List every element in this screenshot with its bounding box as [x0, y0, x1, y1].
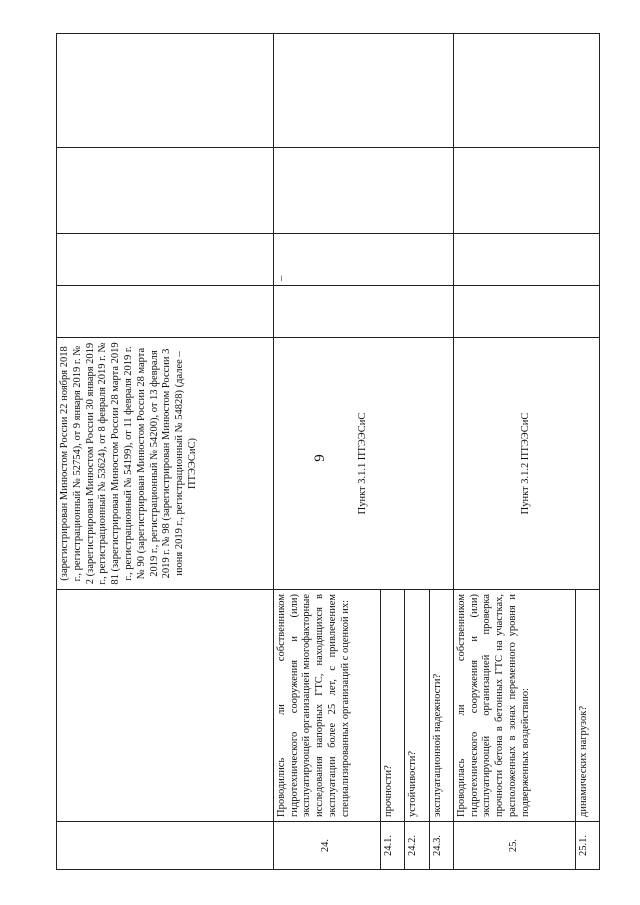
answer-no-cell: [57, 234, 274, 286]
row-number: 25.: [453, 822, 575, 870]
question-cell: динамических нагрузок?: [575, 590, 599, 822]
question-cell: Проводились ли собственником гидротехнического сооружения и (или) эксплуатирующей организацией многофакторные исследования напорных ГТС, находящихся в эксплуатации более 25 лет, с привлечением специализированных организаций с оценкой их:: [273, 590, 380, 822]
answer-yes-cell: [453, 286, 599, 338]
row-number: [57, 822, 274, 870]
question-cell: [57, 590, 274, 822]
reference-cell: Пункт 3.1.1 ПТЭЭСиС: [273, 338, 453, 590]
dash-mark: –: [273, 234, 453, 286]
checklist-table: [56, 33, 600, 870]
note-cell: [57, 34, 274, 148]
note-cell: [453, 34, 599, 148]
row-number: 24.3.: [429, 822, 453, 870]
reference-cell: Пункт 3.1.2 ПТЭЭСиС: [453, 338, 599, 590]
answer-yes-cell: [57, 286, 274, 338]
table-row: [57, 34, 274, 870]
page-number: 9: [312, 454, 328, 462]
answer-yes-cell: [273, 286, 453, 338]
note-cell: [273, 34, 453, 148]
row-number: 24.2.: [405, 822, 429, 870]
question-cell: Проводилась ли собственником гидротехнического сооружения и (или) эксплуатирующей организацией проверка прочности бетона в бетонных ГТС на участках, расположенных в зонах переменного уровня и подверженных воздействию:: [453, 590, 575, 822]
row-number: 24.: [273, 822, 380, 870]
row-number: 24.1.: [380, 822, 404, 870]
row-number: 25.1.: [575, 822, 599, 870]
question-cell: устойчивости?: [405, 590, 429, 822]
question-cell: прочности?: [380, 590, 404, 822]
checklist-table-sheet: [56, 34, 600, 870]
question-cell: эксплуатационной надежности?: [429, 590, 453, 822]
not-applicable-cell: [57, 148, 274, 234]
table-row: [453, 34, 575, 870]
answer-no-cell: [453, 234, 599, 286]
not-applicable-cell: [273, 148, 453, 234]
not-applicable-cell: [453, 148, 599, 234]
reference-cell: (зарегистрирован Минюстом России 22 ноября 2018 г., регистрационный № 52754), от 9 января 2019 г. № 2 (зарегистрирован Минюстом России 30 января 2019 г., регистрационный № 53624), от 8 февраля 2019 г. № 81 (зарегистрирован Минюстом России 28 марта 2019 г., регистрационный № 54199), от 11 февраля 2019 г. № 90 (зарегистрирован Минюстом России 28 марта 2019 г., регистрационный № 54200), от 13 февраля 2019 г. № 98 (зарегистрирован Минюстом России 3 июня 2019 г., регистрационный № 54828) (далее – ПТЭЭСиС): [57, 338, 274, 590]
table-row: [273, 34, 380, 870]
